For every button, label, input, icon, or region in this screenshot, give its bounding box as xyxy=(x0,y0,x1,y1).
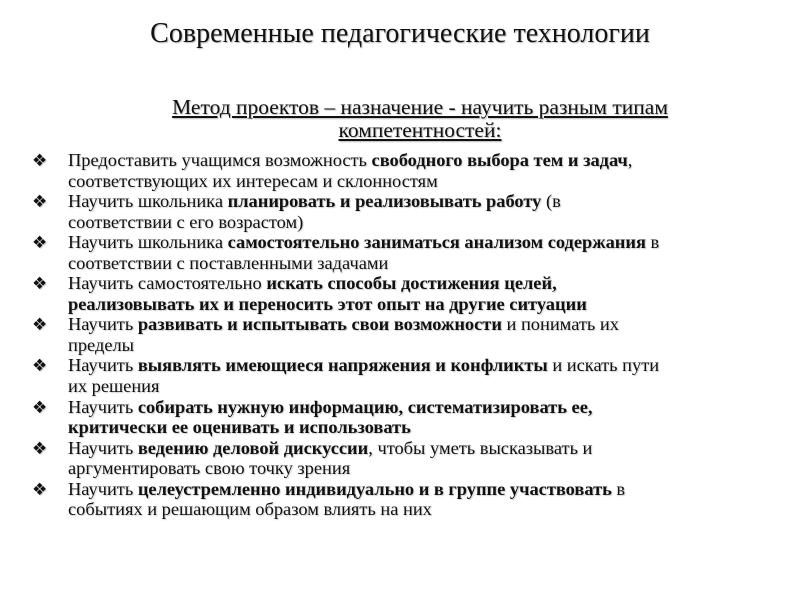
list-item xyxy=(30,191,795,232)
text: , соответствующих их интересам и склонностям xyxy=(68,150,633,191)
text: Научить самостоятельно xyxy=(68,273,267,294)
list-item xyxy=(30,355,795,396)
diamond-bullet-icon: ❖ xyxy=(32,438,48,459)
text: (в соответствии с его возрастом) xyxy=(68,191,561,232)
text: Научить xyxy=(68,478,138,499)
text: Научить xyxy=(68,314,138,335)
text: в событиях и решающим образом влиять на них xyxy=(68,478,626,520)
bold-text: выявлять имеющиеся напряжения и конфликты xyxy=(137,355,548,376)
bold-text: ведению деловой дискуссии xyxy=(137,437,369,458)
text: и понимать их пределы xyxy=(68,314,619,355)
diamond-bullet-icon: ❖ xyxy=(32,397,48,418)
text: , чтобы уметь высказывать и аргументировать свою точку зрения xyxy=(68,437,593,479)
bold-text: целеустремленно индивидуально и в группе участвовать xyxy=(137,478,612,499)
list-item xyxy=(30,479,795,520)
list-item xyxy=(30,438,795,479)
diamond-bullet-icon: ❖ xyxy=(32,274,48,295)
list-item xyxy=(30,397,795,438)
list-item xyxy=(30,150,795,191)
diamond-bullet-icon: ❖ xyxy=(32,315,48,336)
slide-title: Современные педагогические технологии xyxy=(150,18,650,49)
diamond-bullet-icon: ❖ xyxy=(32,151,48,171)
diamond-bullet-icon: ❖ xyxy=(32,356,48,377)
text: Научить xyxy=(68,396,138,417)
text: Научить xyxy=(68,437,138,458)
diamond-bullet-icon: ❖ xyxy=(32,233,48,254)
bold-text: собирать нужную информацию, систематизировать ее, критически ее оценивать и использовать xyxy=(68,396,593,438)
bold-text: свободного выбора тем и задач xyxy=(371,150,628,170)
slide-subtitle: Метод проектов – назначение - научить разным типам компетентностей: xyxy=(172,95,668,142)
bold-text: планировать и реализовывать работу xyxy=(227,191,542,212)
text: Предоставить учащимся возможность xyxy=(68,150,372,170)
text: Научить xyxy=(68,355,138,376)
list-item xyxy=(30,273,795,314)
bullet-list xyxy=(30,150,795,520)
bold-text: развивать и испытывать свои возможности xyxy=(137,314,502,335)
text: Научить школьника xyxy=(68,191,228,212)
list-item xyxy=(30,232,795,273)
bold-text: искать способы достижения целей, реализовывать их и переносить этот опыт на другие ситуации xyxy=(68,273,587,314)
text: и искать пути их решения xyxy=(68,355,660,396)
list-item xyxy=(30,314,795,355)
diamond-bullet-icon: ❖ xyxy=(32,479,48,500)
text: в соответствии с поставленными задачами xyxy=(68,232,660,273)
bold-text: самостоятельно заниматься анализом содержания xyxy=(227,232,646,253)
text: Научить школьника xyxy=(68,232,228,253)
diamond-bullet-icon: ❖ xyxy=(32,192,48,213)
